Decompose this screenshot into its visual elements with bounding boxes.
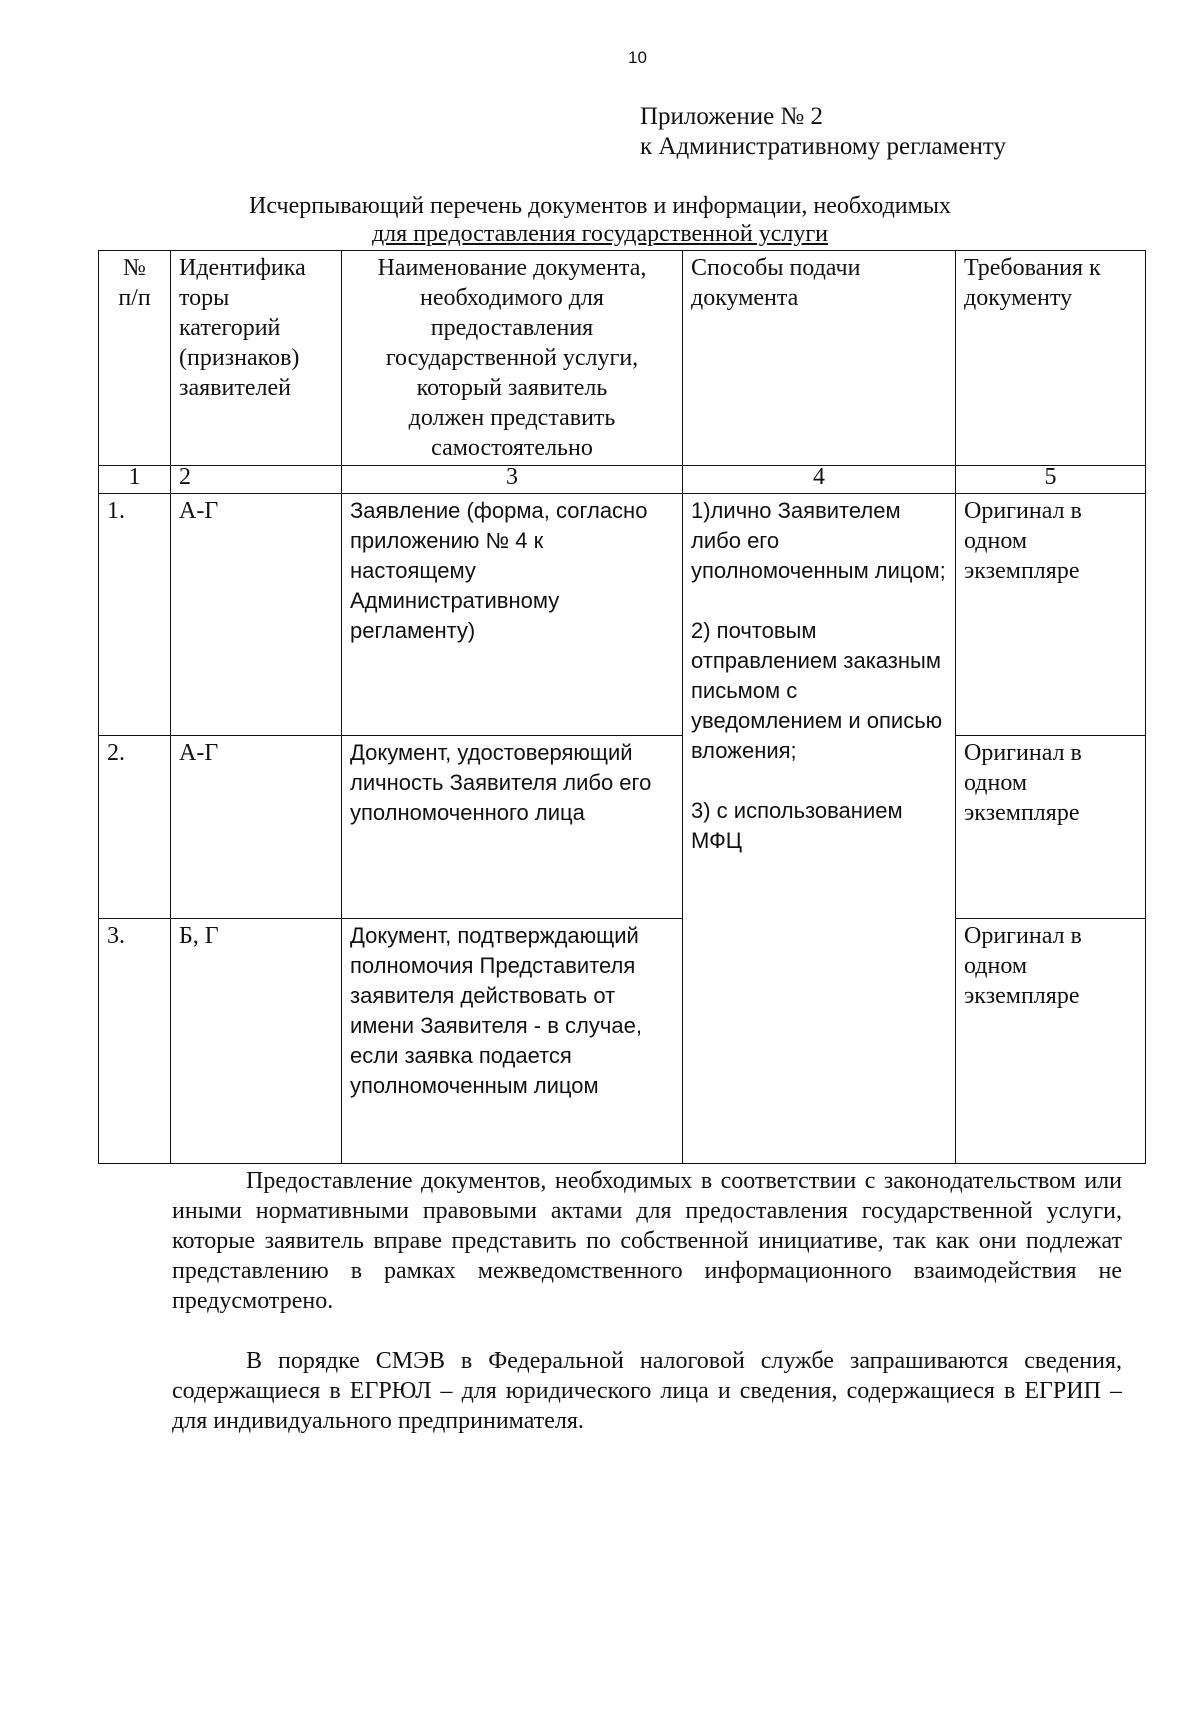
appendix-reference <box>640 102 1006 162</box>
table-row <box>99 736 1146 919</box>
submission-methods-cell <box>683 494 956 1164</box>
appendix-line-2: к Административному регламенту <box>640 133 1007 160</box>
row-document: Заявление (форма, согласно приложению № 4 к настоящему Административному регламенту) <box>342 494 683 736</box>
header-document: Наименование документа, необходимого для предоставления государственной услуги, который заявитель должен представить самостоятельно <box>342 251 683 466</box>
submission-method: 2) почтовым отправлением заказным письмом с уведомлением и описью вложения; <box>691 618 943 763</box>
page-number: 10 <box>628 48 647 67</box>
documents-table <box>98 250 1146 1164</box>
header-category: Идентифика торы категорий (признаков) заявителей <box>171 251 342 466</box>
header-requirements: Требования к документу <box>956 251 1146 466</box>
row-requirement: Оригинал в одном экземпляре <box>956 736 1146 919</box>
row-requirement: Оригинал в одном экземпляре <box>956 919 1146 1164</box>
title-line-1: Исчерпывающий перечень документов и информации, необходимых <box>249 193 951 219</box>
row-number: 1. <box>99 494 171 736</box>
row-category: Б, Г <box>171 919 342 1164</box>
submission-method: 1)лично Заявителем либо его уполномоченным лицом; <box>691 498 946 583</box>
column-number-row <box>99 466 1146 494</box>
column-number: 2 <box>171 466 342 494</box>
row-number: 3. <box>99 919 171 1164</box>
appendix-line-1: Приложение № 2 <box>640 103 824 130</box>
submission-method: 3) с использованием МФЦ <box>691 798 903 853</box>
row-number: 2. <box>99 736 171 919</box>
column-number: 4 <box>683 466 956 494</box>
title-line-2: для предоставления государственной услуги <box>371 221 829 247</box>
row-document: Документ, подтверждающий полномочия Представителя заявителя действовать от имени Заявителя - в случае, если заявка подается уполномоченным лицом <box>342 919 683 1164</box>
table-header-row <box>99 251 1146 466</box>
header-methods: Способы подачи документа <box>683 251 956 466</box>
row-requirement: Оригинал в одном экземпляре <box>956 494 1146 736</box>
table-row <box>99 919 1146 1164</box>
row-category: А-Г <box>171 494 342 736</box>
row-category: А-Г <box>171 736 342 919</box>
paragraph-text: В порядке СМЭВ в Федеральной налоговой службе запрашиваются сведения, содержащиеся в ЕГРЮЛ – для юридического лица и сведения, содержащиеся в ЕГРИП – для индивидуального предпринимателя. <box>172 1348 1122 1434</box>
column-number: 5 <box>956 466 1146 494</box>
table-row <box>99 494 1146 736</box>
paragraph-interagency <box>172 1166 1122 1316</box>
row-document: Документ, удостоверяющий личность Заявителя либо его уполномоченного лица <box>342 736 683 919</box>
document-title <box>140 192 1060 248</box>
paragraph-text: Предоставление документов, необходимых в соответствии с законодательством или иными нормативными правовыми актами для предоставления государственной услуги, которые заявитель вправе представить по собственной инициативе, так как они подлежат представлению в рамках межведомственного информационного взаимодействия не предусмотрено. <box>172 1168 1122 1314</box>
column-number: 1 <box>99 466 171 494</box>
paragraph-smev <box>172 1346 1122 1436</box>
header-number: № п/п <box>99 251 171 466</box>
column-number: 3 <box>342 466 683 494</box>
